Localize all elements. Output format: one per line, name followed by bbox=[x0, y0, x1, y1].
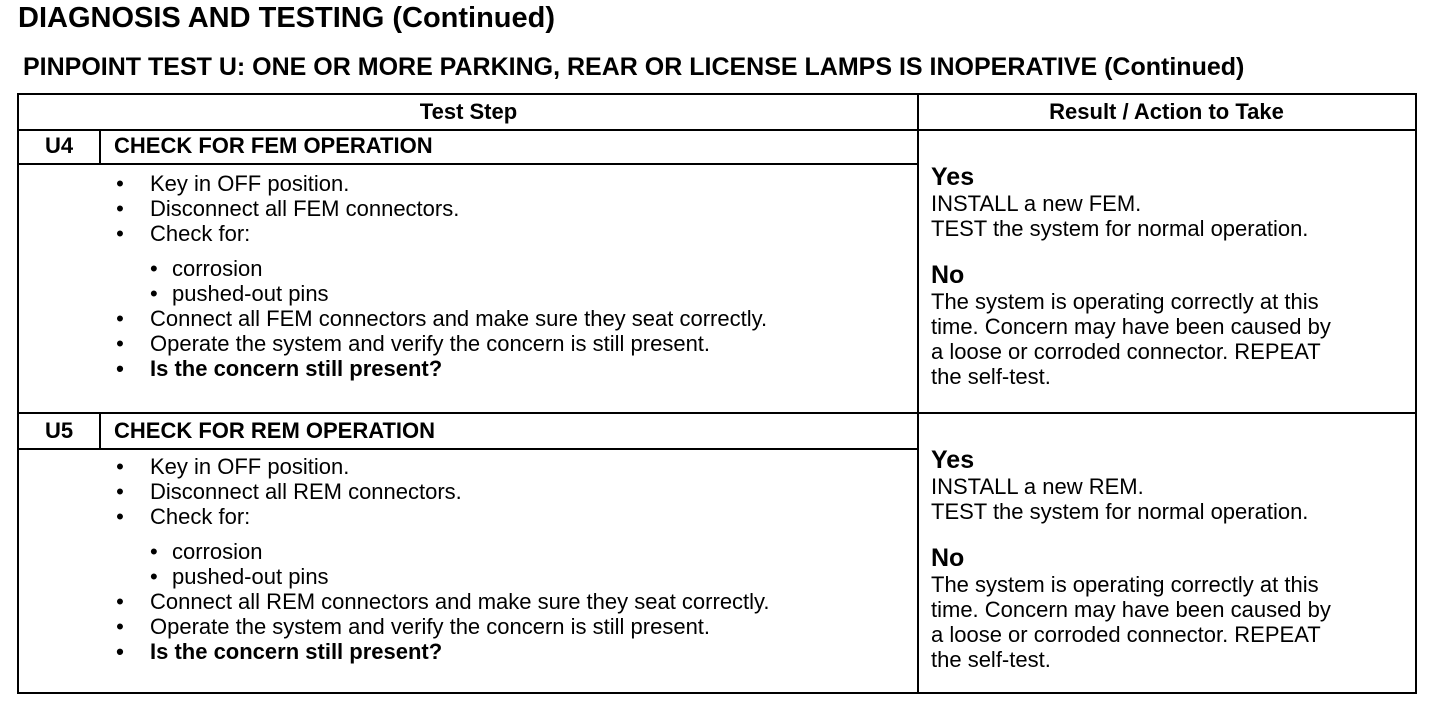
list-item: • Operate the system and verify the concern is still present. bbox=[116, 614, 711, 639]
question-item: • Is the concern still present? bbox=[116, 639, 443, 664]
col-header-result: Result / Action to Take bbox=[1049, 99, 1284, 124]
no-action: time. Concern may have been caused by bbox=[931, 597, 1331, 622]
col-header-test-step: Test Step bbox=[419, 99, 518, 124]
list-item: • Key in OFF position. bbox=[116, 454, 350, 479]
yes-label: Yes bbox=[931, 163, 975, 191]
no-action: The system is operating correctly at this bbox=[931, 289, 1319, 314]
no-action: The system is operating correctly at this bbox=[931, 572, 1319, 597]
step-title: CHECK FOR FEM OPERATION bbox=[114, 133, 433, 158]
list-item: • Check for: bbox=[116, 221, 251, 246]
step-header-u4 bbox=[19, 129, 918, 165]
list-item: • Operate the system and verify the concern is still present. bbox=[116, 331, 711, 356]
sub-list-item: • pushed-out pins bbox=[150, 281, 329, 306]
no-action: the self-test. bbox=[931, 647, 1051, 672]
pinpoint-test-table bbox=[17, 93, 1417, 694]
result-u4 bbox=[931, 164, 1411, 389]
yes-action: INSTALL a new FEM. bbox=[931, 191, 1142, 216]
list-item: • Check for: bbox=[116, 504, 251, 529]
step-title: CHECK FOR REM OPERATION bbox=[114, 418, 436, 443]
step-id: U5 bbox=[19, 414, 101, 448]
yes-label: Yes bbox=[931, 446, 975, 474]
sub-list-item: • pushed-out pins bbox=[150, 564, 329, 589]
no-action: a loose or corroded connector. REPEAT bbox=[931, 339, 1321, 364]
result-u5 bbox=[931, 447, 1411, 672]
step-header-u5 bbox=[19, 414, 918, 450]
test-step-u4 bbox=[19, 129, 1415, 412]
step-instructions bbox=[113, 454, 913, 664]
test-step-u5 bbox=[19, 412, 1415, 692]
table-header-row bbox=[19, 95, 1415, 131]
list-item: • Connect all REM connectors and make sure they seat correctly. bbox=[116, 589, 770, 614]
step-instructions bbox=[113, 171, 913, 381]
yes-action: TEST the system for normal operation. bbox=[931, 499, 1309, 524]
list-item: • Key in OFF position. bbox=[116, 171, 350, 196]
page-title: DIAGNOSIS AND TESTING (Continued) bbox=[18, 2, 556, 34]
list-item: • Disconnect all REM connectors. bbox=[116, 479, 462, 504]
no-action: the self-test. bbox=[931, 364, 1051, 389]
yes-action: TEST the system for normal operation. bbox=[931, 216, 1309, 241]
question-item: • Is the concern still present? bbox=[116, 356, 443, 381]
sub-list-item: • corrosion bbox=[150, 539, 263, 564]
no-label: No bbox=[931, 261, 965, 289]
yes-action: INSTALL a new REM. bbox=[931, 474, 1144, 499]
step-id: U4 bbox=[19, 129, 101, 163]
pinpoint-test-subtitle: PINPOINT TEST U: ONE OR MORE PARKING, REAR OR LICENSE LAMPS IS INOPERATIVE (Continued) bbox=[23, 53, 1245, 81]
list-item: • Connect all FEM connectors and make sure they seat correctly. bbox=[116, 306, 768, 331]
no-action: a loose or corroded connector. REPEAT bbox=[931, 622, 1321, 647]
no-action: time. Concern may have been caused by bbox=[931, 314, 1331, 339]
no-label: No bbox=[931, 544, 965, 572]
sub-list-item: • corrosion bbox=[150, 256, 263, 281]
list-item: • Disconnect all FEM connectors. bbox=[116, 196, 460, 221]
